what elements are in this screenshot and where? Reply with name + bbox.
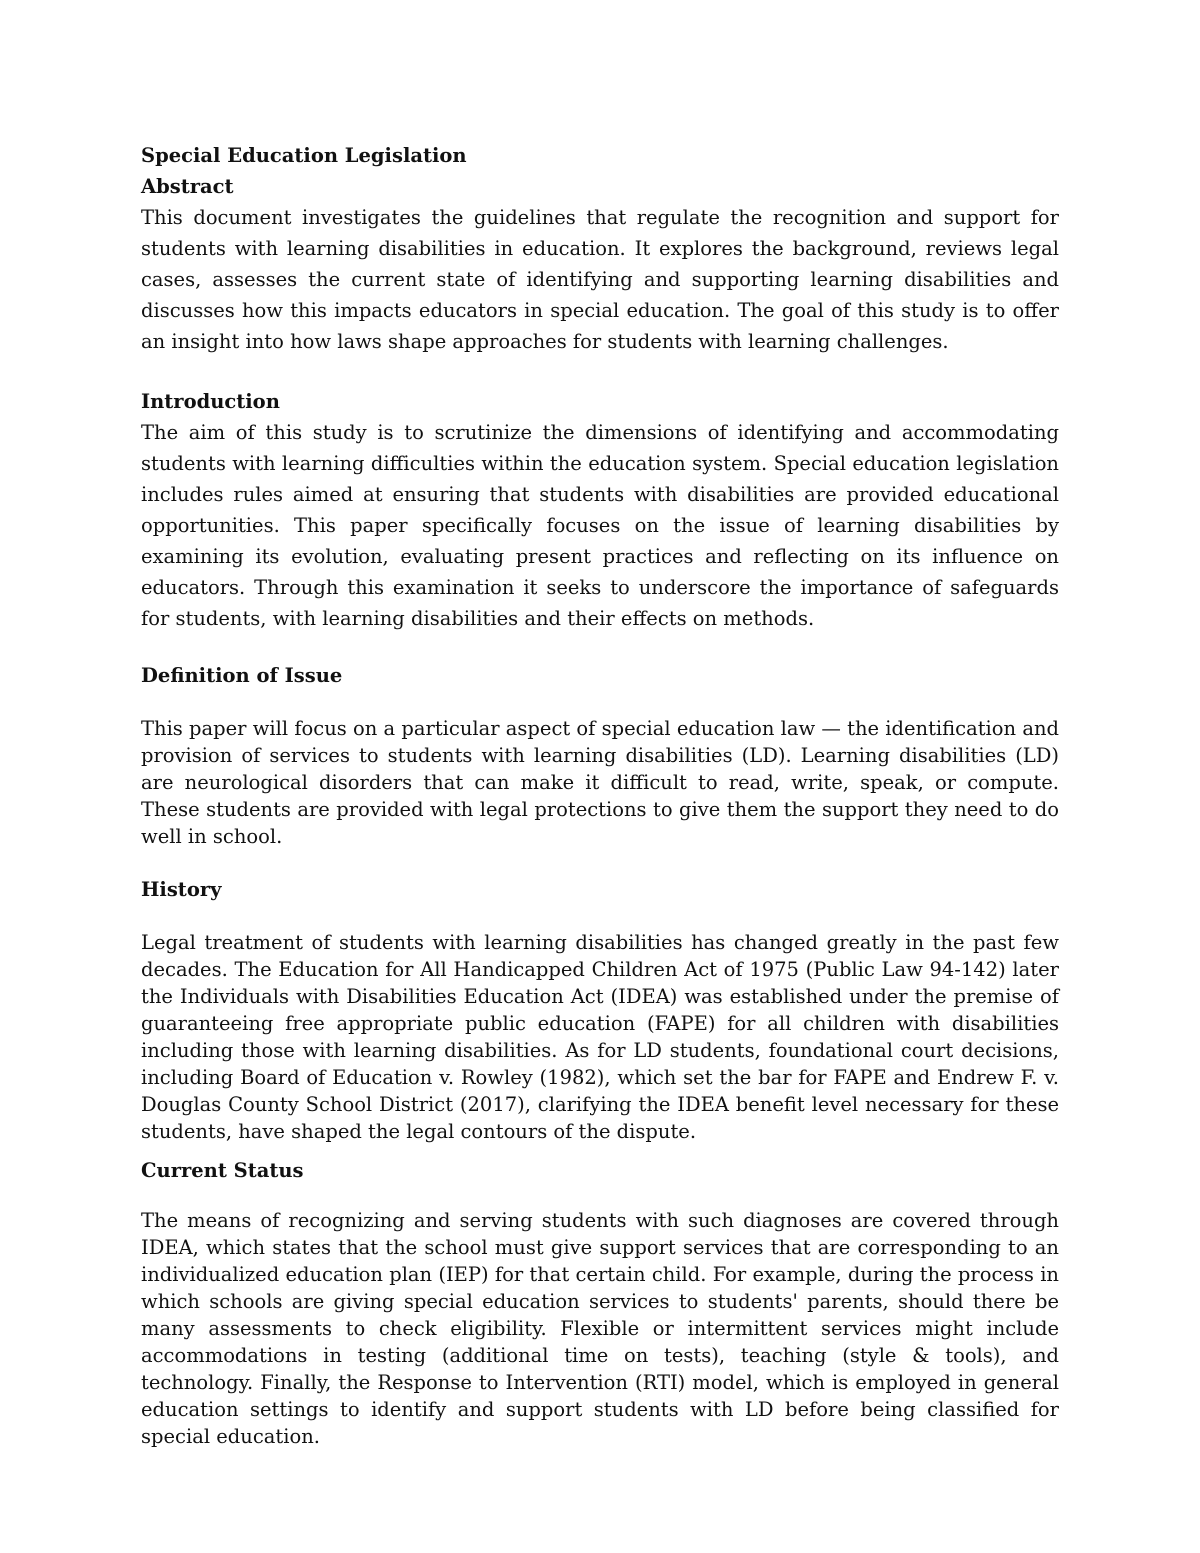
introduction-heading: Introduction — [141, 390, 280, 413]
history-section — [141, 874, 1059, 1145]
document-page — [141, 140, 1059, 1450]
definition-section — [141, 660, 1059, 850]
history-heading: History — [141, 878, 222, 901]
current-status-heading: Current Status — [141, 1159, 304, 1182]
introduction-text: The aim of this study is to scrutinize the dimensions of identifying and accommodating students with learning difficulties within the education system. Special education legislation includes rules aimed at ensuring that students with disabilities are provided educational opportunities. This paper specifically focuses on the issue of learning disabilities by examining its evolution, evaluating present practices and reflecting on its influence on educators. Through this examination it seeks to underscore the importance of safeguards for students, with learning disabilities and their effects on methods. — [141, 421, 1059, 630]
current-status-section — [141, 1155, 1059, 1450]
abstract-heading: Abstract — [141, 175, 234, 198]
introduction-section — [141, 386, 1059, 634]
history-text: Legal treatment of students with learning disabilities has changed greatly in the past few decades. The Education for All Handicapped Children Act of 1975 (Public Law 94-142) later the Individuals with Disabilities Education Act (IDEA) was established under the premise of guaranteeing free appropriate public education (FAPE) for all children with disabilities including those with learning disabilities. As for LD students, foundational court decisions, including Board of Education v. Rowley (1982), which set the bar for FAPE and Endrew F. v. Douglas County School District (2017), clarifying the IDEA benefit level necessary for these students, have shaped the legal contours of the dispute. — [141, 931, 1059, 1143]
document-title: Special Education Legislation — [141, 144, 467, 167]
abstract-section — [141, 171, 1059, 357]
definition-text: This paper will focus on a particular aspect of special education law — the identification and provision of services to students with learning disabilities (LD). Learning disabilities (LD) are neurological disorders that can make it difficult to read, write, speak, or compute. These students are provided with legal protections to give them the support they need to do well in school. — [141, 717, 1059, 848]
definition-heading: Definition of Issue — [141, 664, 343, 687]
abstract-text: This document investigates the guidelines that regulate the recognition and support for students with learning disabilities in education. It explores the background, reviews legal cases, assesses the current state of identifying and supporting learning disabilities and discusses how this impacts educators in special education. The goal of this study is to offer an insight into how laws shape approaches for students with learning challenges. — [141, 206, 1059, 353]
current-status-text: The means of recognizing and serving students with such diagnoses are covered through IDEA, which states that the school must give support services that are corresponding to an individualized education plan (IEP) for that certain child. For example, during the process in which schools are giving special education services to students' parents, should there be many assessments to check eligibility. Flexible or intermittent services might include accommodations in testing (additional time on tests), teaching (style & tools), and technology. Finally, the Response to Intervention (RTI) model, which is employed in general education settings to identify and support students with LD before being classified for special education. — [141, 1209, 1059, 1448]
